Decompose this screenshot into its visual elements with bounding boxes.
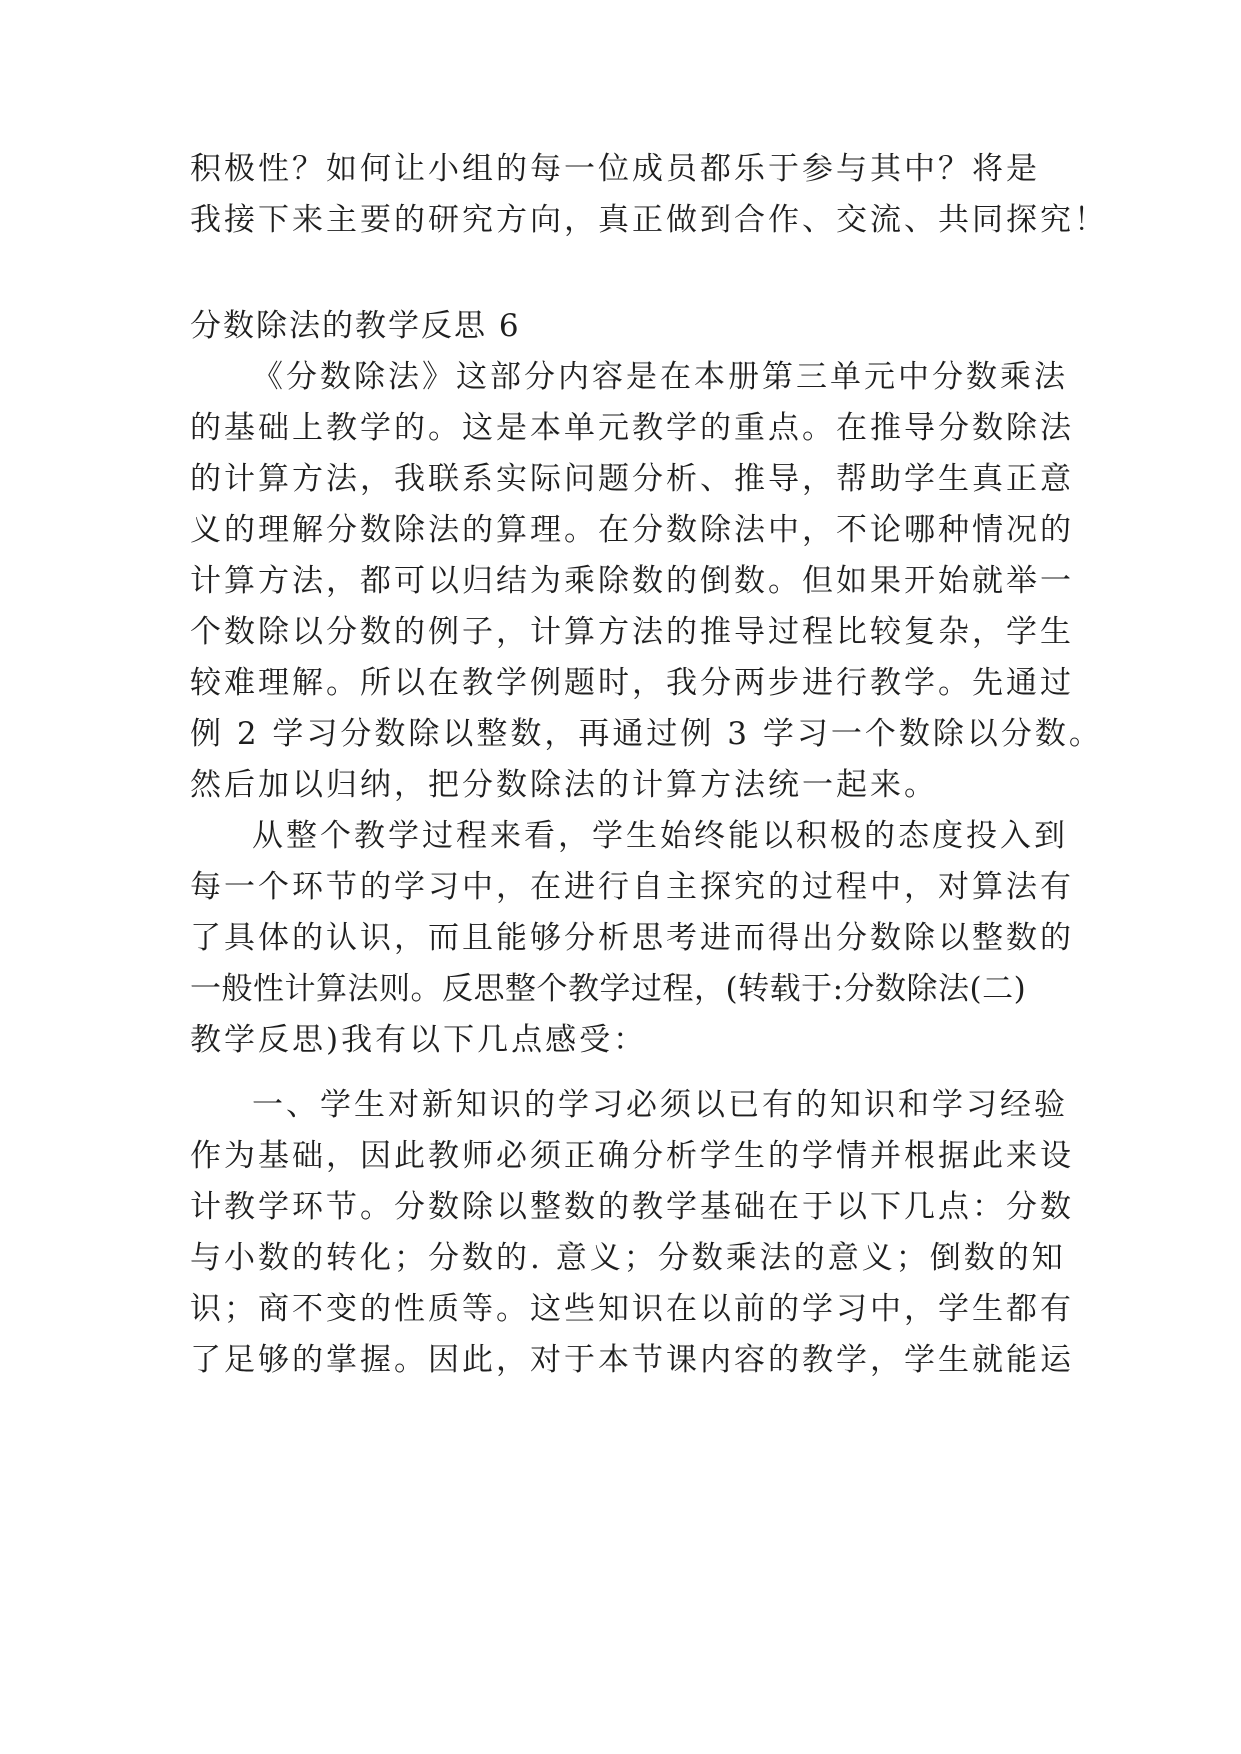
paragraph-1-line-7: 较难理解。所以在教学例题时，我分两步进行教学。先通过 (190, 665, 1074, 701)
paragraph-1-line-2: 的基础上教学的。这是本单元教学的重点。在推导分数除法 (190, 410, 1074, 446)
paragraph-1-line-4: 义的理解分数除法的算理。在分数除法中，不论哪种情况的 (190, 512, 1074, 548)
paragraph-2-line-2: 每一个环节的学习中，在进行自主探究的过程中，对算法有 (190, 869, 1074, 905)
paragraph-2-line-1: 从整个教学过程来看，学生始终能以积极的态度投入到 (252, 818, 1068, 854)
paragraph-1-line-3: 的计算方法，我联系实际问题分析、推导，帮助学生真正意 (190, 461, 1074, 497)
paragraph-1-line-5: 计算方法，都可以归结为乘除数的倒数。但如果开始就举一 (190, 563, 1074, 599)
intro-line-2: 我接下来主要的研究方向，真正做到合作、交流、共同探究！ (190, 202, 1108, 238)
paragraph-3-line-1: 一、学生对新知识的学习必须以已有的知识和学习经验 (252, 1087, 1068, 1123)
paragraph-3-line-5: 识；商不变的性质等。这些知识在以前的学习中，学生都有 (190, 1291, 1074, 1327)
intro-line-1: 积极性？如何让小组的每一位成员都乐于参与其中？将是 (190, 151, 1040, 187)
paragraph-2-line-3: 了具体的认识，而且能够分析思考进而得出分数除以整数的 (190, 920, 1074, 956)
paragraph-2-line-4: 一般性计算法则。反思整个教学过程，(转载于:分数除法(二) (190, 971, 1027, 1007)
paragraph-3-line-2: 作为基础，因此教师必须正确分析学生的学情并根据此来设 (190, 1138, 1074, 1174)
paragraph-1-line-1: 《分数除法》这部分内容是在本册第三单元中分数乘法 (252, 359, 1068, 395)
paragraph-3-line-3: 计教学环节。分数除以整数的教学基础在于以下几点：分数 (190, 1189, 1074, 1225)
paragraph-1-line-6: 个数除以分数的例子，计算方法的推导过程比较复杂，学生 (190, 614, 1074, 650)
section-title: 分数除法的教学反思 6 (190, 308, 521, 344)
paragraph-3-line-4: 与小数的转化；分数的. 意义；分数乘法的意义；倒数的知 (190, 1240, 1066, 1276)
paragraph-2-line-5: 教学反思)我有以下几点感受： (190, 1022, 648, 1058)
paragraph-1-line-9: 然后加以归纳，把分数除法的计算方法统一起来。 (190, 767, 938, 803)
paragraph-3-line-6: 了足够的掌握。因此，对于本节课内容的教学，学生就能运 (190, 1342, 1074, 1378)
paragraph-1-line-8: 例 2 学习分数除以整数，再通过例 3 学习一个数除以分数。 (190, 716, 1103, 752)
